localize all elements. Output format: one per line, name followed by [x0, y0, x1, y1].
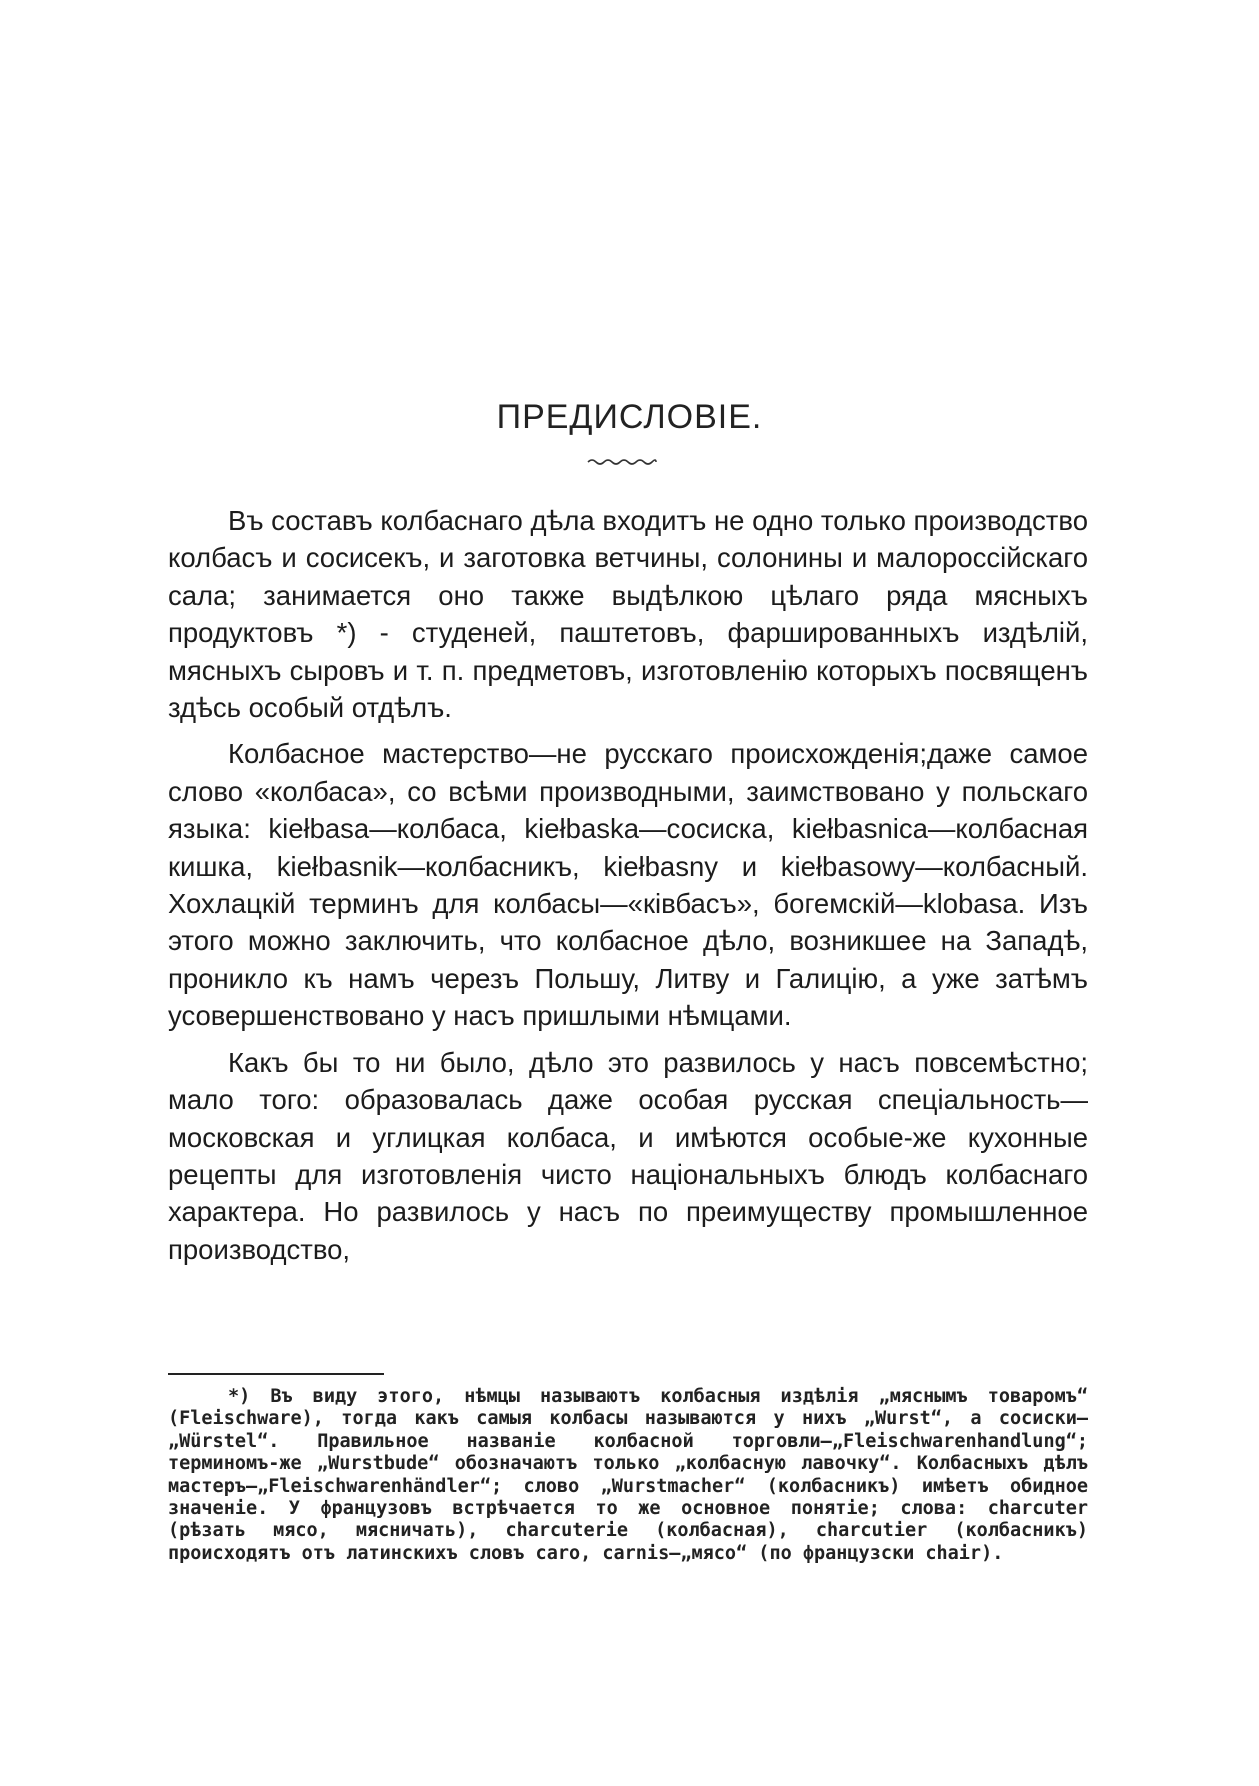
page-title: ПРЕДИСЛОВІЕ.: [496, 398, 763, 436]
footnote: *) Въ виду этого, нѣмцы называютъ колбасныя издѣлія „мяснымъ товаромъ“ (Fleischware), тогда какъ самыя колбасы называются у нихъ „Wurst“, а сосиски—„Würstel“. Правильное названіе колбасной торговли—„Fleischwarenhandlung“; терминомъ-же „Wurstbude“ обозначаютъ только „колбасную лавочку“. Колбасныхъ дѣлъ мастеръ—„Fleischwarenhändler“; слово „Wurstmacher“ (колбасникъ) имѣетъ обидное значеніе. У французовъ встрѣчается то же основное понятіе; слова: charcuter (рѣзать мясо, мясничать), charcuterie (колбасная), charcutier (колбасникъ) происходятъ отъ латинскихъ словъ caro, carnis—„мясо“ (по французски chair).: [168, 1386, 1088, 1564]
footnote-divider: [168, 1373, 384, 1375]
paragraph: Колбасное мастерство—не русскаго происхожденія;даже самое слово «колбаса», со всѣми производными, заимствовано у польскаго языка: kiełbasa—колбаса, kiełbaska—сосиска, kiełbasnica—колбасная кишка, kiełbasnik—колбасникъ, kiełbasny и kiełbasowy—колбасный. Хохлацкій терминъ для колбасы—«кiвбасъ», богемскій—klobasa. Изъ этого можно заключить, что колбасное дѣло, возникшее на Западѣ, проникло къ намъ черезъ Польшу, Литву и Галицію, а уже затѣмъ усовершенствовано у насъ пришлыми нѣмцами.: [168, 738, 1088, 1032]
paragraph: Какъ бы то ни было, дѣло это развилось у насъ повсемѣстно; мало того: образовалась даже особая русская спеціальность—московская и углицкая колбаса, и имѣются особые-же кухонные рецепты для изготовленія чисто національныхъ блюдъ колбаснаго характера. Но развилось у насъ по преимуществу промышленное производство,: [168, 1046, 1088, 1265]
preface-body: [168, 502, 1088, 1277]
wavy-rule-ornament: [586, 456, 658, 468]
paragraph: Въ составъ колбаснаго дѣла входитъ не одно только производство колбасъ и сосисекъ, и заготовка ветчины, солонины и малороссійскаго сала; занимается оно также выдѣлкою цѣлаго ряда мясныхъ продуктовъ *) - студеней, паштетовъ, фаршированныхъ издѣлій, мясныхъ сыровъ и т. п. предметовъ, изготовленію которыхъ посвященъ здѣсь особый отдѣлъ.: [168, 505, 1088, 724]
